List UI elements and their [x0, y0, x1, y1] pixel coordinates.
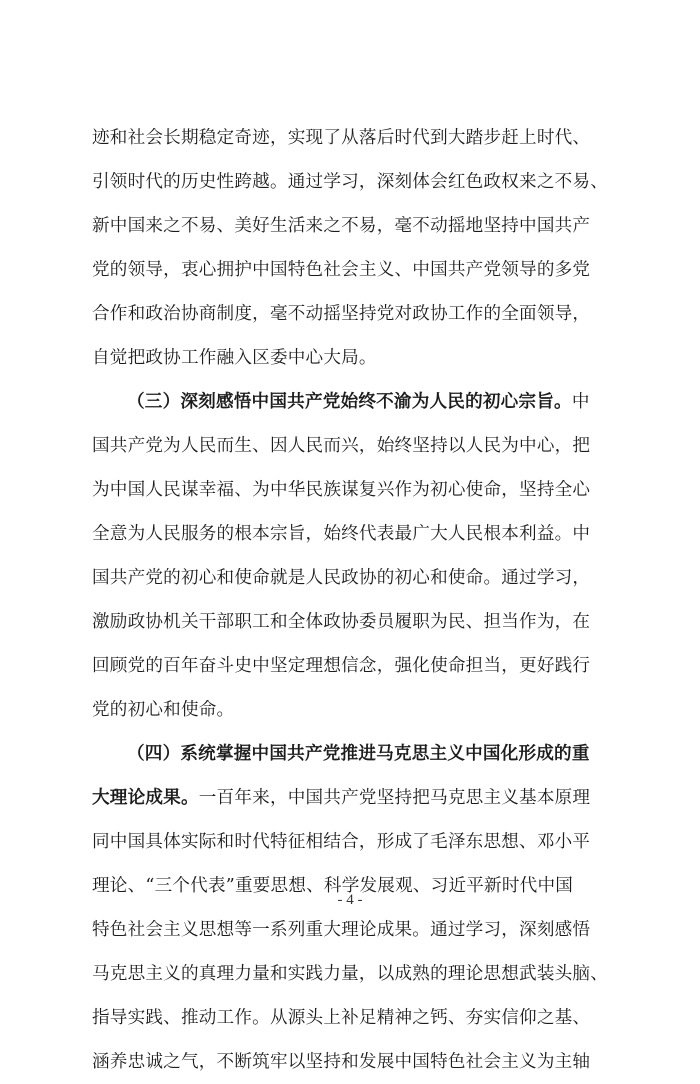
body-line: 涵养忠诚之气，不断筑牢以坚持和发展中国特色社会主义为主轴 [92, 1052, 591, 1072]
section-heading-four: （四）系统掌握中国共产党推进马克思主义中国化形成的重 [127, 743, 590, 764]
body-line: 党的初心和使命。 [92, 700, 235, 720]
section-heading-four-cont: 大理论成果。 [92, 787, 199, 808]
body-line: 新中国来之不易、美好生活来之不易，毫不动摇地坚持中国共产 [92, 216, 591, 236]
body-line: 自觉把政协工作融入区委中心大局。 [92, 348, 377, 368]
body-line: 回顾党的百年奋斗史中坚定理想信念，强化使命担当，更好践行 [92, 656, 591, 676]
body-line: 合作和政治协商制度，毫不动摇坚持党对政协工作的全面领导， [92, 304, 591, 324]
body-line: 引领时代的历史性跨越。通过学习，深刻体会红色政权来之不易、 [92, 172, 609, 192]
section-four-second-line [92, 776, 622, 820]
body-line: 党的领导，衷心拥护中国特色社会主义、中国共产党领导的多党 [92, 260, 591, 280]
body-line: 马克思主义的真理力量和实践力量，以成熟的理论思想武装头脑、 [92, 964, 609, 984]
body-text: 中 [571, 392, 590, 412]
body-line: 特色社会主义思想等一系列重大理论成果。通过学习，深刻感悟 [92, 920, 591, 940]
body-line: 理论、“三个代表”重要思想、科学发展观、习近平新时代中国 [92, 876, 574, 896]
page-number: - 4 - [337, 892, 363, 908]
section-four-first-line [127, 732, 622, 776]
body-line: 全意为人民服务的根本宗旨，始终代表最广大人民根本利益。中 [92, 524, 591, 544]
body-line: 激励政协机关干部职工和全体政协委员履职为民、担当作为，在 [92, 612, 591, 632]
body-line: 为中国人民谋幸福、为中华民族谋复兴作为初心使命，坚持全心 [92, 480, 591, 500]
body-line: 国共产党的初心和使命就是人民政协的初心和使命。通过学习， [92, 568, 591, 588]
body-line: 迹和社会长期稳定奇迹，实现了从落后时代到大踏步赶上时代、 [92, 128, 591, 148]
section-heading-three: （三）深刻感悟中国共产党始终不渝为人民的初心宗旨。 [127, 391, 572, 412]
body-text: 一百年来，中国共产党坚持把马克思主义基本原理 [198, 788, 591, 808]
body-line: 国共产党为人民而生、因人民而兴，始终坚持以人民为中心，把 [92, 436, 591, 456]
section-three-first-line [127, 380, 622, 424]
body-line: 指导实践、推动工作。从源头上补足精神之钙、夯实信仰之基、 [92, 1008, 591, 1028]
body-line: 同中国具体实际和时代特征相结合，形成了毛泽东思想、邓小平 [92, 832, 591, 852]
